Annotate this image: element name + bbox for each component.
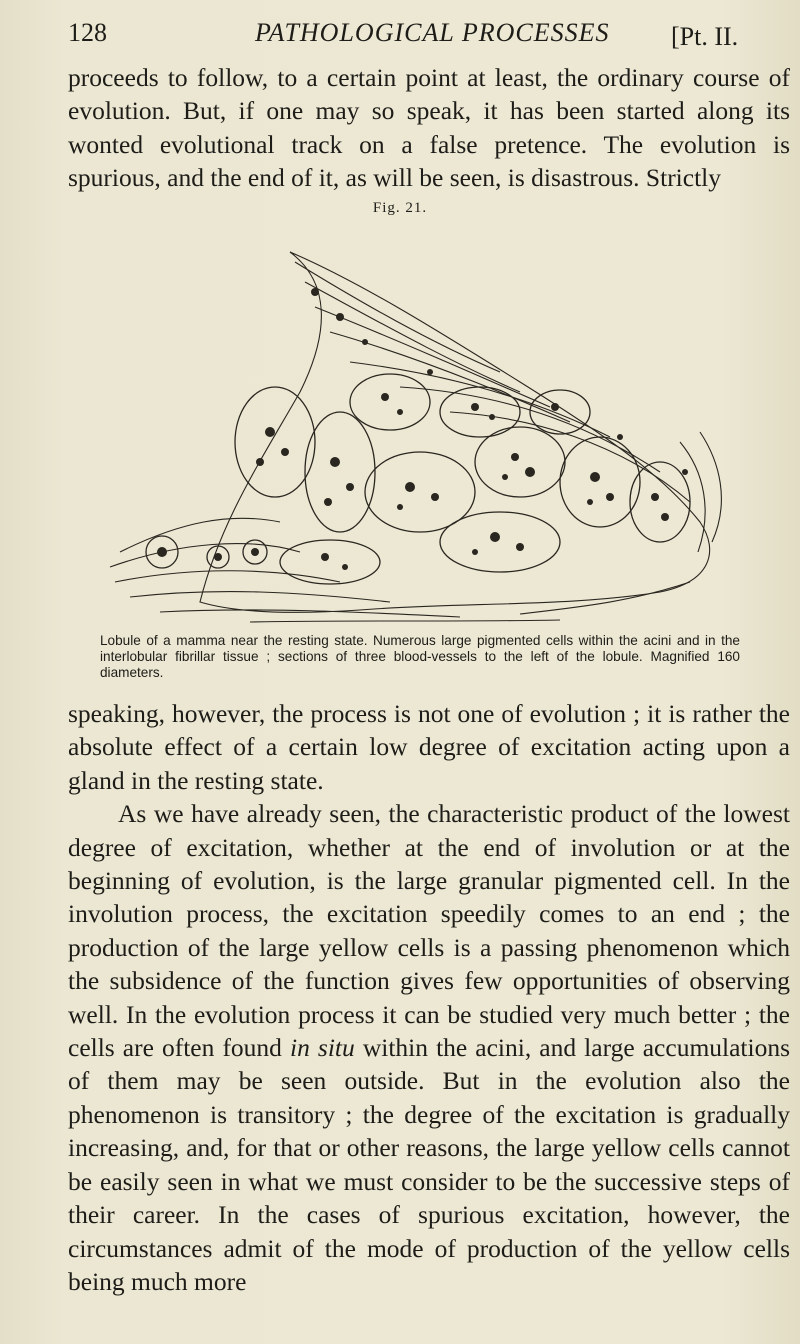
page-number: 128 [68, 18, 107, 47]
figure-label: Fig. 21. [372, 200, 428, 216]
paragraph-continuation: speaking, however, the process is not one of evolution ; it is rather the absolute effect of a certain low degree of excitation acting upon a gland in the resting state. [68, 699, 790, 795]
paragraph-body [68, 697, 790, 1298]
paragraph-main [68, 797, 790, 1298]
in-situ-italic: in situ [290, 1033, 355, 1063]
part-label: [Pt. II. [671, 22, 739, 51]
paragraph-main-text-2: within the acini, and large accumulations of them may be seen outside. But in the evolution also the phenomenon is transitory ; the degree of the excitation is gradually increasing, and, for that or other reasons, the large yellow cells cannot be easily seen in what we must consider to be the successive steps of their career. In the cases of spurious excitation, however, the circumstances admit of the mode of production of the yellow cells being much more [68, 1033, 791, 1296]
running-header [68, 18, 768, 58]
figure-caption: Lobule of a mamma near the resting state. Numerous large pigmented cells within the acini and in the interlobular fibrillar tissue ; sections of three blood-vessels to the left of the lobule. Magnified 160 diameters. [100, 633, 740, 680]
figure-illustration [100, 222, 740, 627]
paragraph-top: proceeds to follow, to a certain point at least, the ordinary course of evolution. But, if one may so speak, it has been started along its wonted evolutional track on a false pretence. The evolution is spurious, and the end of it, as will be seen, is disastrous. Strictly [68, 63, 790, 193]
running-title: PATHOLOGICAL PROCESSES [255, 18, 610, 47]
paragraph-main-text-1: As we have already seen, the characteristic product of the lowest degree of excitation, whether at the end of involution or at the beginning of evolution, is the large granular pigmented cell. In the involution process, the excitation speedily comes to an end ; the production of the large yellow cells is a passing phenomenon which the subsidence of the function gives few opportunities of observing well. In the evolution process it can be studied very much better ; the cells are often found [68, 799, 790, 1063]
